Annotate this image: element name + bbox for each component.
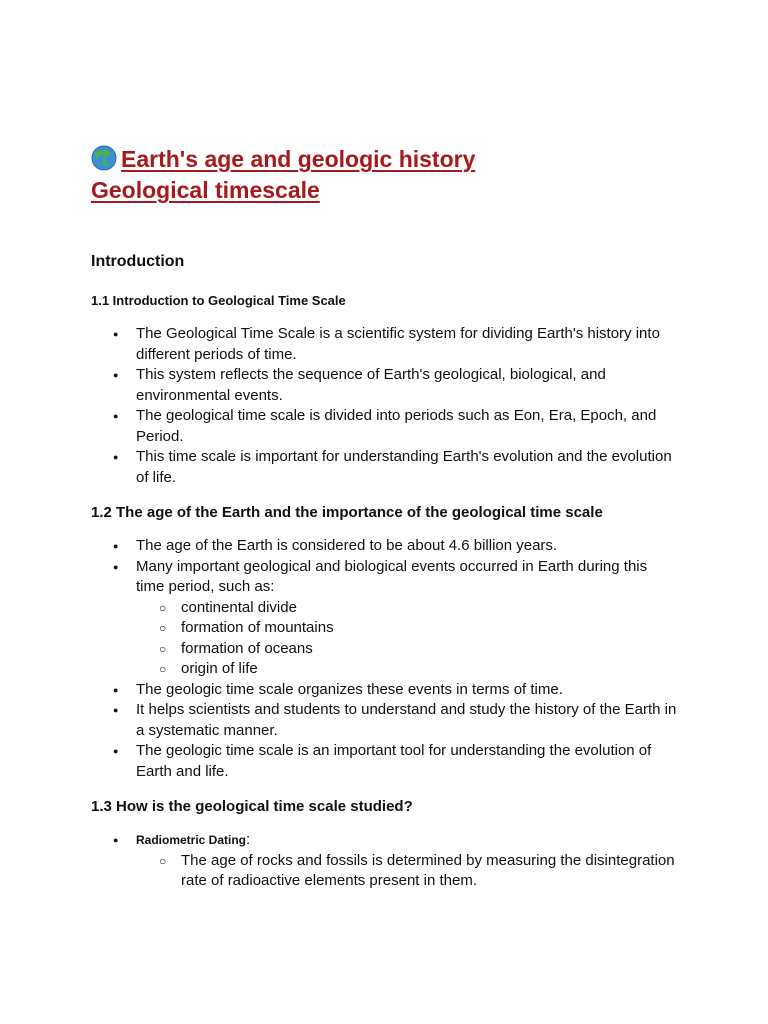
list-item-text: Many important geological and biological events occurred in Earth during this time period, such as:: [136, 557, 648, 595]
section-1-3-heading: 1.3 How is the geological time scale studied?: [91, 798, 413, 815]
title-line-1[interactable]: [91, 144, 678, 175]
title-line-2[interactable]: Geological timescale: [91, 177, 320, 203]
sub-list-item: ○ The age of rocks and fossils is determined by measuring the disintegration rate of radioactive elements present in them.: [136, 851, 678, 892]
list-item: ● The geologic time scale is an important tool for understanding the evolution of Earth and life.: [91, 741, 678, 782]
section-1-2-list: [91, 536, 678, 782]
sub-list: [136, 598, 678, 680]
section-1-1-list: [91, 324, 678, 488]
globe-icon: [91, 145, 117, 171]
title-text-1: Earth's age and geologic history: [121, 146, 476, 172]
list-item: ● The geological time scale is divided into periods such as Eon, Era, Epoch, and Period.: [91, 406, 678, 447]
sub-list-item: ○ origin of life: [136, 659, 678, 680]
list-item: ● The Geological Time Scale is a scientific system for dividing Earth's history into different periods of time.: [91, 324, 678, 365]
list-item: ● This system reflects the sequence of Earth's geological, biological, and environmental events.: [91, 365, 678, 406]
radiometric-dating-label: Radiometric Dating: [136, 833, 247, 847]
section-1-1-heading: 1.1 Introduction to Geological Time Scale: [91, 293, 346, 308]
section-1-2-heading: 1.2 The age of the Earth and the importance of the geological time scale: [91, 504, 603, 521]
introduction-heading: Introduction: [91, 253, 185, 270]
list-item-with-sublist: [91, 557, 678, 680]
sub-list-item: ○ formation of mountains: [136, 618, 678, 639]
list-item: ● This time scale is important for understanding Earth's evolution and the evolution of life.: [91, 447, 678, 488]
list-item: ● It helps scientists and students to understand and study the history of the Earth in a systematic manner.: [91, 700, 678, 741]
label-colon: :: [246, 831, 251, 848]
sub-list-item: ○ continental divide: [136, 598, 678, 619]
list-item-with-sublist: [91, 830, 678, 892]
document-title: [91, 144, 678, 206]
sub-list-item: ○ formation of oceans: [136, 639, 678, 660]
list-item: ● The geologic time scale organizes these events in terms of time.: [91, 680, 678, 701]
sub-list: [136, 851, 678, 892]
section-1-3-list: [91, 830, 678, 892]
list-item: ● The age of the Earth is considered to be about 4.6 billion years.: [91, 536, 678, 557]
